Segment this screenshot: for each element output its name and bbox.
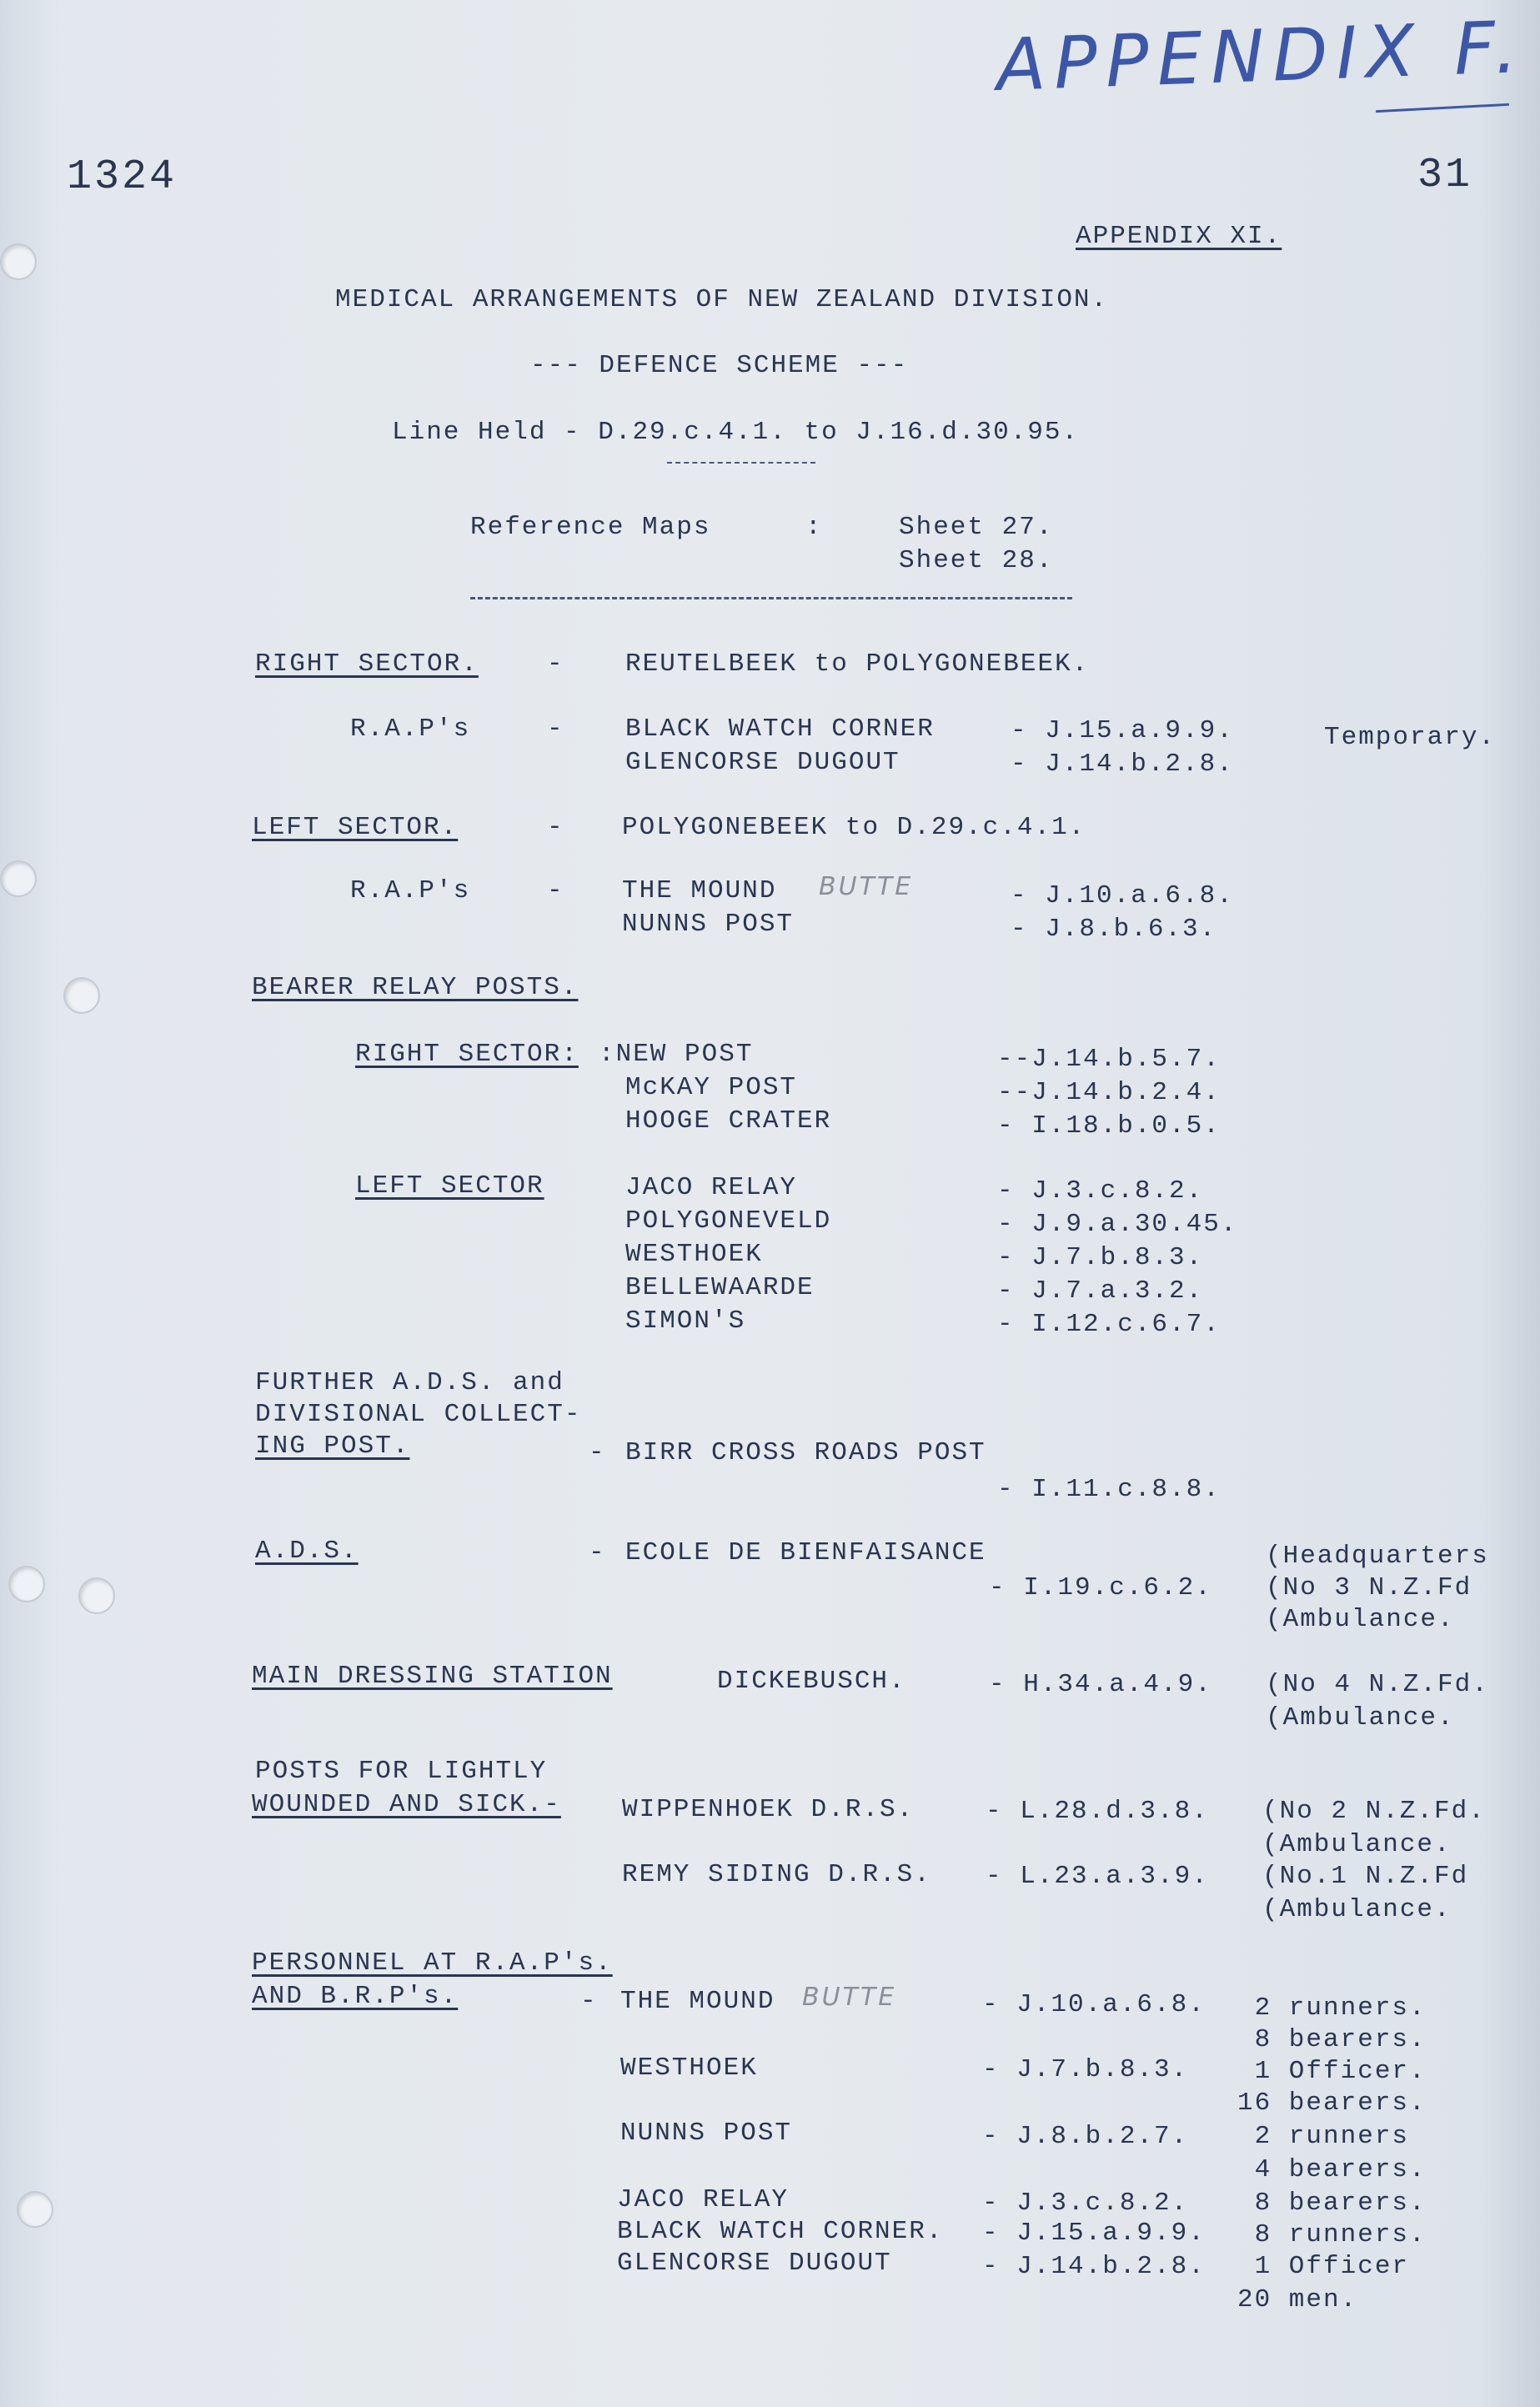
ads-note: (No 3 N.Z.Fd xyxy=(1266,1573,1472,1602)
map-reference: - J.15.a.9.9. xyxy=(1011,716,1234,745)
personnel-heading-line2: AND B.R.P's. xyxy=(252,1982,459,2011)
separator-dash: - xyxy=(547,876,564,905)
drs-note: (Ambulance. xyxy=(1262,1895,1452,1924)
relay-post-name: :NEW POST xyxy=(599,1040,754,1069)
rap-name: THE MOUND xyxy=(622,876,777,905)
ads-note: (Ambulance. xyxy=(1266,1605,1455,1634)
separator-dash: - xyxy=(547,715,564,744)
map-reference: - J.14.b.2.8. xyxy=(982,2252,1206,2281)
rap-name: GLENCORSE DUGOUT xyxy=(625,748,900,777)
personnel-count: 2 runners. xyxy=(1237,1993,1427,2023)
relay-post-name: JACO RELAY xyxy=(625,1173,798,1202)
separator-dash: - xyxy=(547,813,564,842)
rap-name: NUNNS POST xyxy=(622,910,795,939)
personnel-count: 16 bearers. xyxy=(1237,2089,1427,2118)
relay-post-name: POLYGONEVELD xyxy=(625,1206,832,1236)
relay-post-name: HOOGE CRATER xyxy=(625,1106,832,1136)
personnel-count: 8 bearers. xyxy=(1237,2025,1427,2054)
pencil-annotation: BUTTE xyxy=(819,872,914,901)
map-reference: --J.14.b.5.7. xyxy=(997,1045,1221,1074)
personnel-post: THE MOUND xyxy=(620,1987,775,2016)
drs-note: (No 2 N.Z.Fd. xyxy=(1262,1797,1486,1826)
left-sector-heading: LEFT SECTOR. xyxy=(252,813,459,842)
pencil-annotation: BUTTE xyxy=(802,1983,897,2012)
map-reference: - I.12.c.6.7. xyxy=(997,1310,1221,1339)
relay-left-sector-label: LEFT SECTOR xyxy=(355,1171,544,1201)
punch-hole xyxy=(17,2191,53,2228)
reference-colon: : xyxy=(805,513,823,542)
personnel-heading-line1: PERSONNEL AT R.A.P's. xyxy=(252,1948,613,1978)
sheet-27: Sheet 27. xyxy=(899,513,1054,542)
map-reference: - J.3.c.8.2. xyxy=(982,2189,1189,2218)
personnel-count: 8 runners. xyxy=(1237,2220,1427,2249)
relay-post-name: McKAY POST xyxy=(625,1073,798,1102)
sheet-28: Sheet 28. xyxy=(899,546,1054,575)
relay-post-name: WESTHOEK xyxy=(625,1240,763,1269)
personnel-count: 4 bearers. xyxy=(1237,2155,1427,2184)
raps-label: R.A.P's xyxy=(350,876,471,905)
map-reference: - L.28.d.3.8. xyxy=(986,1797,1209,1826)
separator-dash: - xyxy=(589,1438,606,1467)
document-title: MEDICAL ARRANGEMENTS OF NEW ZEALAND DIVISION. xyxy=(335,285,1109,314)
rap-name: BLACK WATCH CORNER xyxy=(625,715,935,744)
personnel-post: WESTHOEK xyxy=(620,2053,758,2083)
drs-name: REMY SIDING D.R.S. xyxy=(622,1860,931,1889)
map-reference: - J.15.a.9.9. xyxy=(982,2219,1206,2248)
ads-note: (Headquarters xyxy=(1266,1542,1489,1571)
divider xyxy=(470,597,1072,599)
punch-hole xyxy=(8,1566,45,1602)
ads-heading: A.D.S. xyxy=(255,1537,359,1566)
map-reference: - J.10.a.6.8. xyxy=(982,1990,1206,2019)
relay-right-sector-label: RIGHT SECTOR: xyxy=(355,1040,579,1069)
right-sector-range: REUTELBEEK to POLYGONEBEEK. xyxy=(625,649,1090,679)
line-held: Line Held - D.29.c.4.1. to J.16.d.30.95. xyxy=(392,418,1080,447)
rap-note: Temporary. xyxy=(1324,723,1497,752)
map-reference: - J.8.b.6.3. xyxy=(1011,915,1217,944)
personnel-count: 1 Officer. xyxy=(1237,2057,1427,2086)
document-subtitle: --- DEFENCE SCHEME --- xyxy=(530,351,909,380)
map-reference: - J.10.a.6.8. xyxy=(1011,881,1234,910)
mds-place: DICKEBUSCH. xyxy=(717,1667,906,1696)
map-reference: - J.7.b.8.3. xyxy=(982,2055,1189,2084)
drs-note: (Ambulance. xyxy=(1262,1830,1452,1859)
mds-heading: MAIN DRESSING STATION xyxy=(252,1662,613,1691)
further-ads-heading-line3: ING POST. xyxy=(255,1432,410,1461)
map-reference: - J.3.c.8.2. xyxy=(997,1176,1204,1206)
map-reference: - I.19.c.6.2. xyxy=(989,1573,1212,1602)
raps-label: R.A.P's xyxy=(350,715,471,744)
personnel-count: 8 bearers. xyxy=(1237,2189,1427,2218)
map-reference: - J.8.b.2.7. xyxy=(982,2122,1189,2151)
handwritten-underline xyxy=(1376,103,1509,113)
separator-dash: - xyxy=(589,1538,606,1567)
further-ads-heading-line2: DIVISIONAL COLLECT- xyxy=(255,1400,582,1429)
further-ads-heading-line1: FURTHER A.D.S. and xyxy=(255,1368,564,1397)
drs-note: (No.1 N.Z.Fd xyxy=(1262,1862,1469,1891)
appendix-label: APPENDIX XI. xyxy=(1076,222,1282,251)
map-reference: - I.18.b.0.5. xyxy=(997,1111,1221,1141)
posts-heading-line1: POSTS FOR LIGHTLY xyxy=(255,1757,548,1786)
separator-dash: - xyxy=(547,649,564,679)
divider xyxy=(667,462,815,464)
map-reference: - L.23.a.3.9. xyxy=(986,1862,1209,1891)
ads-place: ECOLE DE BIENFAISANCE xyxy=(625,1538,986,1567)
map-reference: - J.9.a.30.45. xyxy=(997,1210,1238,1239)
left-sector-range: POLYGONEBEEK to D.29.c.4.1. xyxy=(622,813,1086,842)
map-reference: - H.34.a.4.9. xyxy=(989,1670,1212,1699)
mds-note: (Ambulance. xyxy=(1266,1703,1455,1733)
punch-hole xyxy=(63,977,100,1014)
page-number: 31 xyxy=(1417,152,1473,199)
drs-name: WIPPENHOEK D.R.S. xyxy=(622,1795,915,1824)
relay-post-name: BELLEWAARDE xyxy=(625,1273,815,1302)
map-reference: - J.14.b.2.8. xyxy=(1011,750,1234,779)
map-reference: --J.14.b.2.4. xyxy=(997,1078,1221,1107)
personnel-count: 20 men. xyxy=(1237,2285,1358,2314)
handwritten-appendix-label: APPENDIX F. xyxy=(995,5,1527,108)
personnel-post: JACO RELAY xyxy=(617,2185,790,2214)
posts-heading-line2: WOUNDED AND SICK.- xyxy=(252,1790,561,1819)
mds-note: (No 4 N.Z.Fd. xyxy=(1266,1670,1489,1699)
right-sector-heading: RIGHT SECTOR. xyxy=(255,649,479,679)
personnel-count: 1 Officer xyxy=(1237,2252,1410,2281)
map-reference: - I.11.c.8.8. xyxy=(997,1475,1221,1504)
punch-hole xyxy=(0,243,37,280)
separator-dash: - xyxy=(580,1987,598,2016)
personnel-post: BLACK WATCH CORNER. xyxy=(617,2217,944,2246)
punch-hole xyxy=(0,860,37,897)
reference-maps-label: Reference Maps xyxy=(470,513,711,542)
map-reference: - J.7.a.3.2. xyxy=(997,1276,1204,1306)
bearer-relay-heading: BEARER RELAY POSTS. xyxy=(252,973,579,1002)
map-reference: - J.7.b.8.3. xyxy=(997,1243,1204,1272)
personnel-post: NUNNS POST xyxy=(620,2119,793,2148)
collecting-post-name: BIRR CROSS ROADS POST xyxy=(625,1438,986,1467)
relay-post-name: SIMON'S xyxy=(625,1306,746,1336)
punch-hole xyxy=(78,1577,115,1614)
personnel-count: 2 runners xyxy=(1237,2122,1410,2151)
personnel-post: GLENCORSE DUGOUT xyxy=(617,2249,892,2278)
document-number: 1324 xyxy=(67,153,178,201)
